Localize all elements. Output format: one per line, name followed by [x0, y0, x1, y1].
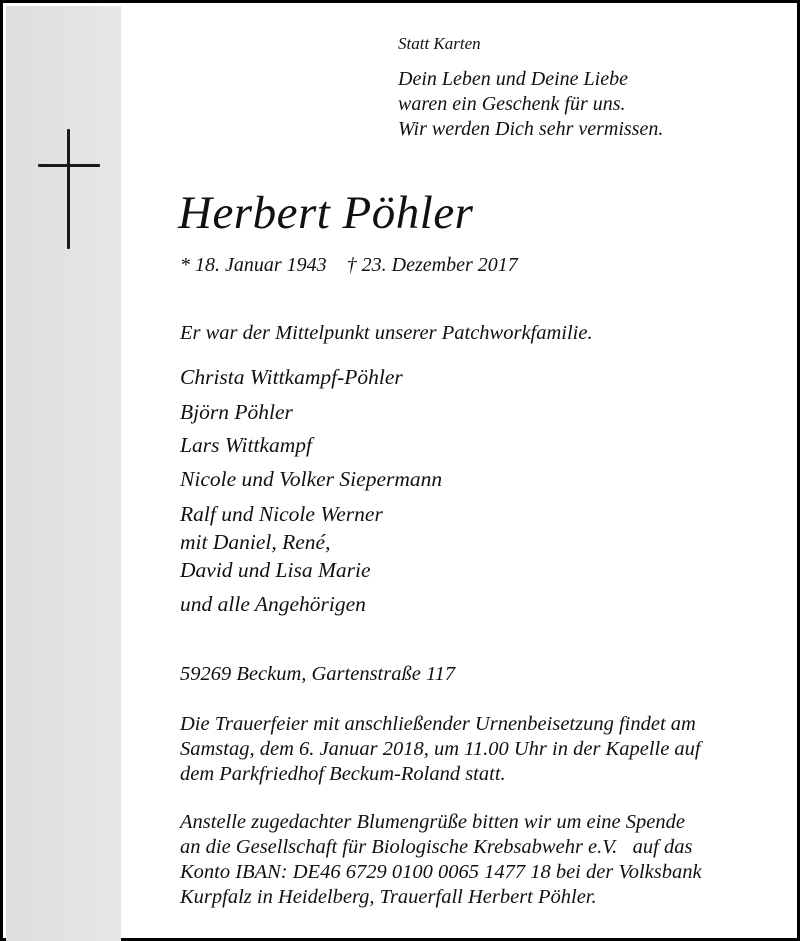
motto-line: Wir werden Dich sehr vermissen.: [398, 118, 664, 140]
mourner-name: Björn Pöhler: [180, 400, 293, 424]
mourner-name: David und Lisa Marie: [180, 558, 371, 582]
mourner-name: Lars Wittkampf: [180, 433, 313, 457]
deceased-name: Herbert Pöhler: [178, 187, 474, 239]
ceremony-line: Samstag, dem 6. Januar 2018, um 11.00 Uhr in der Kapelle auf: [180, 738, 701, 760]
donation-line: Konto IBAN: DE46 6729 0100 0065 1477 18 bei der Volksbank: [180, 861, 702, 883]
address: 59269 Beckum, Gartenstraße 117: [180, 663, 456, 685]
motto-line: waren ein Geschenk für uns.: [398, 93, 626, 115]
mourner-name: und alle Angehörigen: [180, 592, 366, 616]
mourner-name: Christa Wittkampf-Pöhler: [180, 365, 403, 389]
dedication: Er war der Mittelpunkt unserer Patchworkfamilie.: [180, 322, 593, 344]
mourner-name: Nicole und Volker Siepermann: [180, 467, 443, 491]
mourner-name: mit Daniel, René,: [180, 530, 331, 554]
life-dates: * 18. Januar 1943 † 23. Dezember 2017: [180, 254, 518, 276]
donation-line: an die Gesellschaft für Biologische Krebsabwehr e.V. auf das: [180, 836, 693, 858]
donation-line: Anstelle zugedachter Blumengrüße bitten wir um eine Spende: [180, 811, 685, 833]
mourner-name: Ralf und Nicole Werner: [180, 502, 383, 526]
side-stripe: [6, 6, 121, 941]
donation-line: Kurpfalz in Heidelberg, Trauerfall Herbert Pöhler.: [180, 886, 597, 908]
motto-line: Dein Leben und Deine Liebe: [398, 68, 628, 90]
ceremony-line: Die Trauerfeier mit anschließender Urnenbeisetzung findet am: [180, 713, 696, 735]
header-note: Statt Karten: [398, 34, 481, 53]
ceremony-line: dem Parkfriedhof Beckum-Roland statt.: [180, 763, 506, 785]
